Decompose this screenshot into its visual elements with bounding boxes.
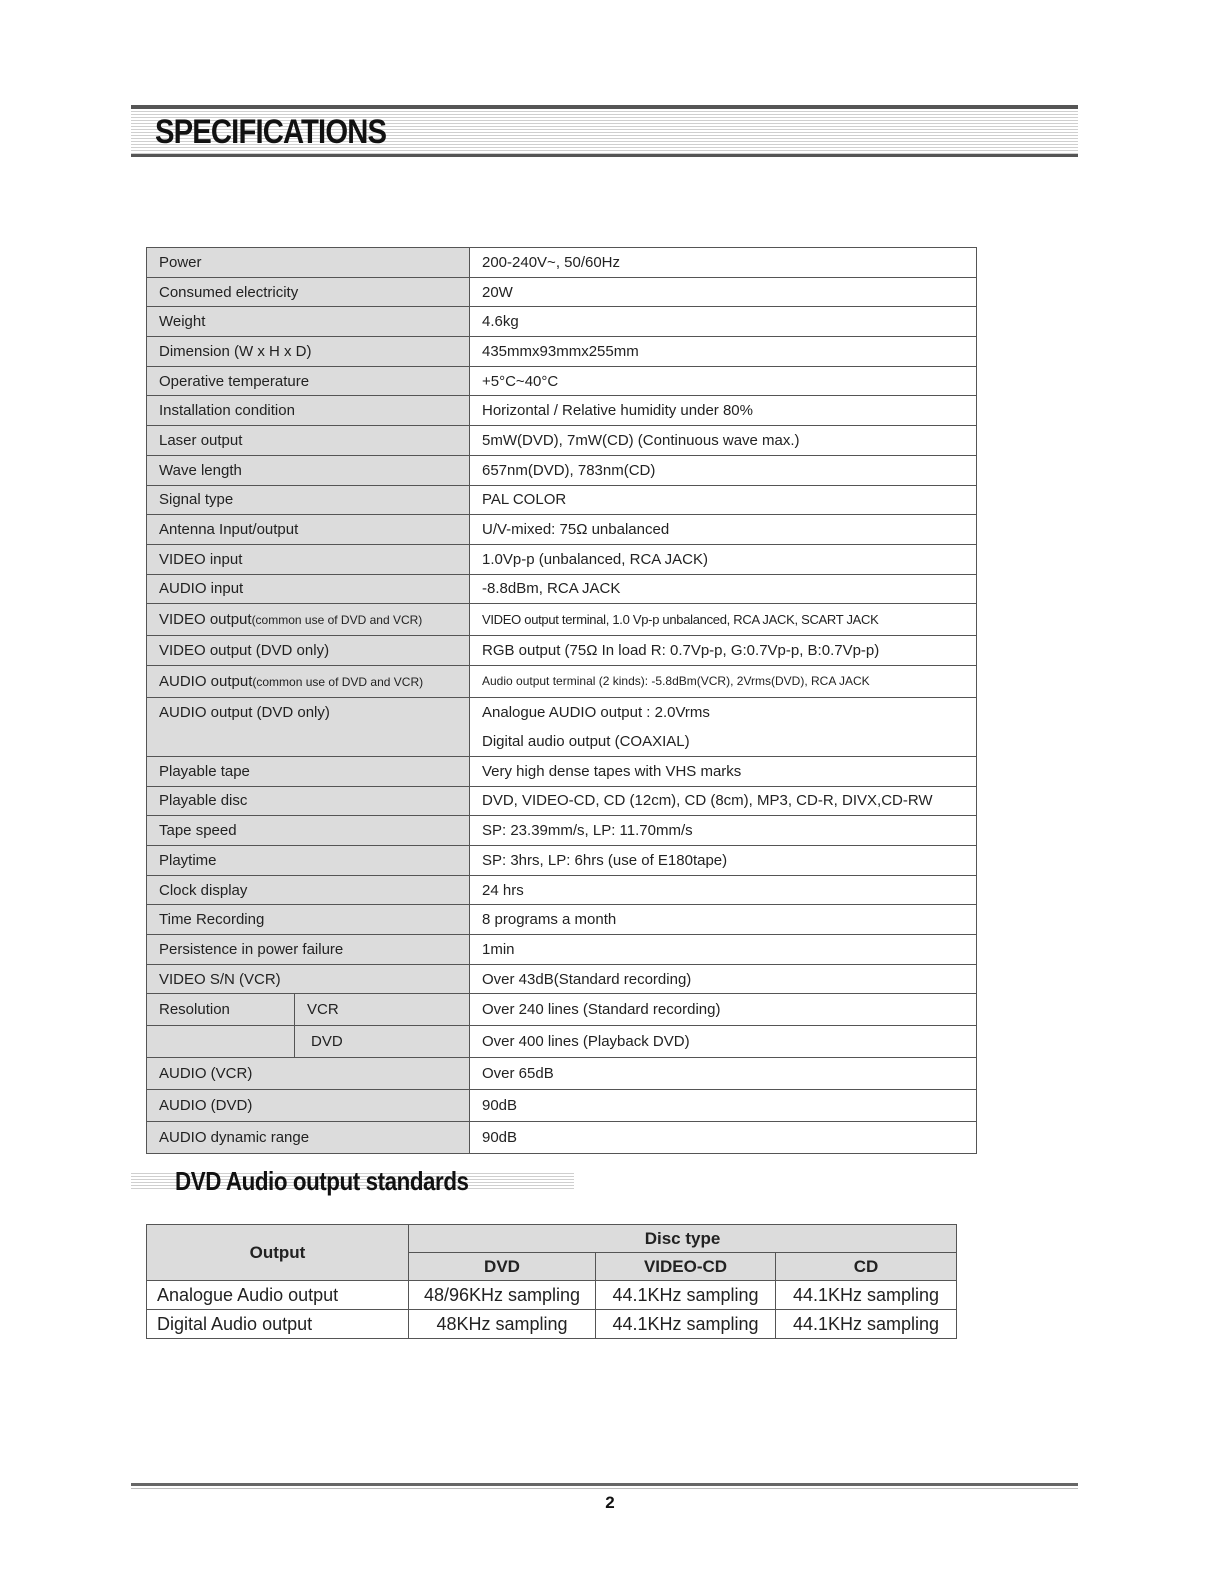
table-row (147, 846, 977, 876)
spec-label-note: (common use of DVD and VCR) (251, 613, 423, 628)
spec-value: Very high dense tapes with VHS marks (470, 756, 977, 786)
footer-rule (131, 1483, 1078, 1486)
spec-label: Time Recording (147, 905, 470, 935)
table-cell: 48KHz sampling (409, 1310, 596, 1339)
table-row (147, 1026, 977, 1058)
table-row (147, 697, 977, 756)
spec-label: Playtime (147, 846, 470, 876)
header-top-rule (131, 105, 1078, 109)
table-cell: 44.1KHz sampling (596, 1281, 776, 1310)
table-row (147, 455, 977, 485)
table-row (147, 636, 977, 666)
spec-label: Signal type (147, 485, 470, 515)
row-label: Analogue Audio output (147, 1281, 409, 1310)
table-row (147, 756, 977, 786)
table-row (147, 786, 977, 816)
page-header (131, 105, 1078, 157)
table-row (147, 426, 977, 456)
audio-output-table (146, 1224, 957, 1339)
spec-label: VIDEO S/N (VCR) (147, 964, 470, 994)
spec-label: Power (147, 248, 470, 278)
spec-value: Audio output terminal (2 kinds): -5.8dBm(VCR), 2Vrms(DVD), RCA JACK (470, 665, 977, 697)
column-header: CD (776, 1253, 957, 1281)
spec-value: Over 43dB(Standard recording) (470, 964, 977, 994)
table-row (147, 574, 977, 604)
spec-value: U/V-mixed: 75Ω unbalanced (470, 515, 977, 545)
row-label: Digital Audio output (147, 1310, 409, 1339)
table-row (147, 277, 977, 307)
spec-value: SP: 23.39mm/s, LP: 11.70mm/s (470, 816, 977, 846)
spec-label: Installation condition (147, 396, 470, 426)
spec-value: Over 65dB (470, 1058, 977, 1090)
spec-value: 200-240V~, 50/60Hz (470, 248, 977, 278)
spec-label: AUDIO output (DVD only) (147, 697, 470, 756)
spec-label: Playable disc (147, 786, 470, 816)
column-header: VIDEO-CD (596, 1253, 776, 1281)
spec-label: VIDEO input (147, 544, 470, 574)
table-row (147, 875, 977, 905)
table-row (147, 544, 977, 574)
spec-label: Laser output (147, 426, 470, 456)
spec-value-line: Digital audio output (COAXIAL) (482, 732, 690, 750)
table-row (147, 994, 977, 1026)
spec-value: 657nm(DVD), 783nm(CD) (470, 455, 977, 485)
spec-value: 4.6kg (470, 307, 977, 337)
spec-label: Clock display (147, 875, 470, 905)
spec-value: 1min (470, 935, 977, 965)
table-row (147, 366, 977, 396)
spec-value: -8.8dBm, RCA JACK (470, 574, 977, 604)
spec-value: 20W (470, 277, 977, 307)
spec-value: 5mW(DVD), 7mW(CD) (Continuous wave max.) (470, 426, 977, 456)
spec-label: Wave length (147, 455, 470, 485)
table-row (147, 396, 977, 426)
table-row (147, 1122, 977, 1154)
spec-label: Operative temperature (147, 366, 470, 396)
spec-value: 24 hrs (470, 875, 977, 905)
table-cell: 48/96KHz sampling (409, 1281, 596, 1310)
spec-value: Over 400 lines (Playback DVD) (470, 1026, 977, 1058)
page-title: SPECIFICATIONS (155, 113, 387, 151)
spec-sublabel: DVD (295, 1026, 470, 1058)
table-header-row (147, 1225, 957, 1253)
spec-label: AUDIO (DVD) (147, 1090, 470, 1122)
header-bottom-rule (131, 154, 1078, 157)
spec-label: AUDIO dynamic range (147, 1122, 470, 1154)
spec-label-main: AUDIO output (159, 672, 253, 690)
spec-value: 90dB (470, 1122, 977, 1154)
table-row (147, 964, 977, 994)
spec-value: 8 programs a month (470, 905, 977, 935)
spec-value-line: Analogue AUDIO output : 2.0Vrms (482, 703, 710, 721)
table-row (147, 1310, 957, 1339)
table-row (147, 816, 977, 846)
spec-label: Weight (147, 307, 470, 337)
spec-value: 435mmx93mmx255mm (470, 337, 977, 367)
spec-value: SP: 3hrs, LP: 6hrs (use of E180tape) (470, 846, 977, 876)
spec-label: Resolution (147, 994, 295, 1026)
section-title: DVD Audio output standards (175, 1166, 469, 1196)
spec-sublabel: VCR (295, 994, 470, 1026)
spec-label-main: VIDEO output (159, 611, 252, 629)
spec-label: AUDIO input (147, 574, 470, 604)
table-row (147, 248, 977, 278)
spec-value: DVD, VIDEO-CD, CD (12cm), CD (8cm), MP3, CD-R, DIVX,CD-RW (470, 786, 977, 816)
column-header-output: Output (147, 1225, 409, 1281)
column-header-disc-type: Disc type (409, 1225, 957, 1253)
spec-value: Over 240 lines (Standard recording) (470, 994, 977, 1026)
spec-value (470, 697, 977, 756)
table-row (147, 307, 977, 337)
spec-label: Consumed electricity (147, 277, 470, 307)
table-row (147, 515, 977, 545)
spec-label-note: (common use of DVD and VCR) (252, 674, 424, 689)
spec-label: Tape speed (147, 816, 470, 846)
spec-value: 1.0Vp-p (unbalanced, RCA JACK) (470, 544, 977, 574)
table-row (147, 337, 977, 367)
spec-value: PAL COLOR (470, 485, 977, 515)
specifications-table (146, 247, 977, 1154)
spec-value: Horizontal / Relative humidity under 80% (470, 396, 977, 426)
table-row (147, 1281, 957, 1310)
table-row (147, 485, 977, 515)
table-row (147, 1058, 977, 1090)
column-header: DVD (409, 1253, 596, 1281)
table-cell: 44.1KHz sampling (596, 1310, 776, 1339)
spec-label (147, 604, 470, 636)
table-row (147, 604, 977, 636)
spec-label (147, 665, 470, 697)
spec-label: VIDEO output (DVD only) (147, 636, 470, 666)
footer-rule-thin (131, 1488, 1078, 1489)
table-row (147, 665, 977, 697)
section-heading (131, 1166, 574, 1196)
spec-value: VIDEO output terminal, 1.0 Vp-p unbalanced, RCA JACK, SCART JACK (470, 604, 977, 636)
spec-value: 90dB (470, 1090, 977, 1122)
table-row (147, 905, 977, 935)
table-row (147, 1090, 977, 1122)
spec-label-empty (147, 1026, 295, 1058)
spec-label: Antenna Input/output (147, 515, 470, 545)
table-cell: 44.1KHz sampling (776, 1281, 957, 1310)
spec-label: AUDIO (VCR) (147, 1058, 470, 1090)
table-cell: 44.1KHz sampling (776, 1310, 957, 1339)
page-number: 2 (605, 1493, 615, 1512)
spec-value: +5°C~40°C (470, 366, 977, 396)
spec-value: RGB output (75Ω In load R: 0.7Vp-p, G:0.7Vp-p, B:0.7Vp-p) (470, 636, 977, 666)
spec-label: Dimension (W x H x D) (147, 337, 470, 367)
table-row (147, 935, 977, 965)
spec-label: Persistence in power failure (147, 935, 470, 965)
spec-label: Playable tape (147, 756, 470, 786)
